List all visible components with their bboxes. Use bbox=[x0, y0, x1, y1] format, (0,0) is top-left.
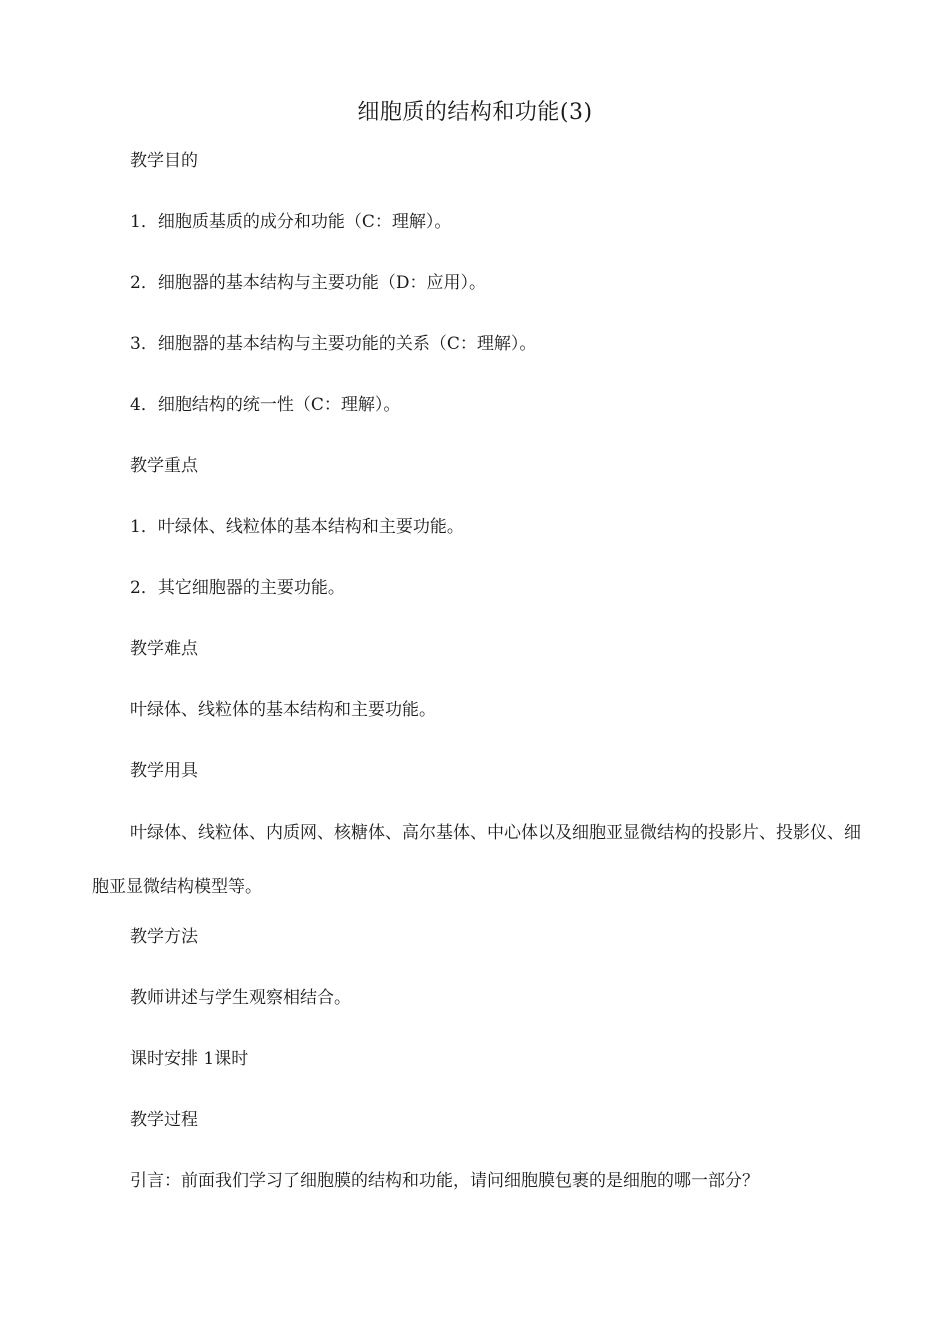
key-point-item-2: 2．其它细胞器的主要功能。 bbox=[130, 578, 345, 598]
difficulty-text: 叶绿体、线粒体的基本结构和主要功能。 bbox=[130, 700, 436, 720]
heading-teaching-process: 教学过程 bbox=[130, 1110, 198, 1130]
document-title: 细胞质的结构和功能(3) bbox=[357, 100, 593, 125]
objective-item-3: 3．细胞器的基本结构与主要功能的关系（C：理解）。 bbox=[130, 334, 537, 354]
heading-key-points: 教学重点 bbox=[130, 456, 198, 476]
heading-difficulties: 教学难点 bbox=[130, 639, 198, 659]
heading-teaching-tools: 教学用具 bbox=[130, 761, 198, 781]
teaching-method-text: 教师讲述与学生观察相结合。 bbox=[130, 988, 351, 1008]
heading-teaching-objectives: 教学目的 bbox=[130, 151, 198, 171]
class-hours: 课时安排 1课时 bbox=[130, 1049, 249, 1069]
teaching-tools-paragraph: 叶绿体、线粒体、内质网、核糖体、高尔基体、中心体以及细胞亚显微结构的投影片、投影仪、细胞亚显微结构模型等。 bbox=[92, 823, 861, 897]
introduction-text: 引言：前面我们学习了细胞膜的结构和功能，请问细胞膜包裹的是细胞的哪一部分？ bbox=[130, 1171, 759, 1191]
key-point-item-1: 1．叶绿体、线粒体的基本结构和主要功能。 bbox=[130, 517, 464, 537]
objective-item-1: 1．细胞质基质的成分和功能（C：理解）。 bbox=[130, 212, 452, 232]
objective-item-2: 2．细胞器的基本结构与主要功能（D：应用）。 bbox=[130, 273, 486, 293]
objective-item-4: 4．细胞结构的统一性（C：理解）。 bbox=[130, 395, 401, 415]
heading-teaching-method: 教学方法 bbox=[130, 927, 198, 947]
